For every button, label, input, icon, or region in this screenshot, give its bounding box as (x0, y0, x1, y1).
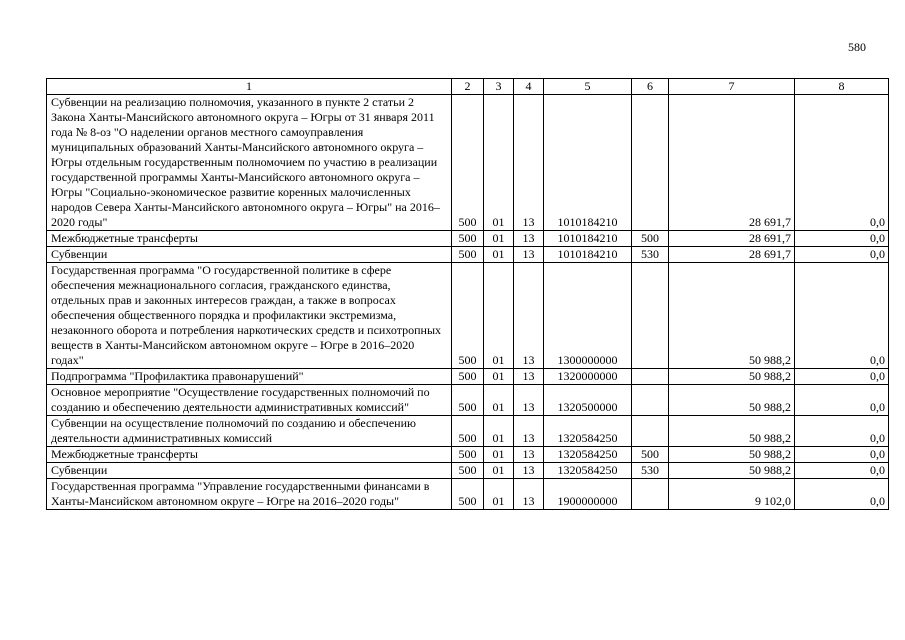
row-code-cell: 500 (452, 385, 484, 416)
table-row (47, 369, 889, 385)
row-code-cell: 1010184210 (544, 247, 632, 263)
row-code-cell (632, 369, 669, 385)
row-code-cell: 500 (452, 231, 484, 247)
row-code-cell: 01 (484, 247, 514, 263)
row-name-cell: Субвенции на осуществление полномочий по созданию и обеспечению деятельности административных комиссий (47, 416, 452, 447)
row-code-cell: 01 (484, 385, 514, 416)
row-code-cell: 01 (484, 463, 514, 479)
table-header-row (47, 79, 889, 95)
row-amount-cell: 50 988,2 (669, 416, 795, 447)
table-row (47, 247, 889, 263)
row-code-cell: 13 (514, 95, 544, 231)
budget-table (46, 78, 889, 510)
row-code-cell: 01 (484, 95, 514, 231)
row-amount-cell: 0,0 (795, 385, 889, 416)
row-code-cell: 500 (452, 447, 484, 463)
page-number: 580 (848, 40, 866, 54)
row-code-cell: 500 (452, 263, 484, 369)
row-name-cell: Межбюджетные трансферты (47, 447, 452, 463)
row-amount-cell: 0,0 (795, 231, 889, 247)
row-code-cell: 1320584250 (544, 463, 632, 479)
row-name-cell: Подпрограмма "Профилактика правонарушений" (47, 369, 452, 385)
header-cell: 2 (452, 79, 484, 95)
table-row (47, 263, 889, 369)
header-cell: 3 (484, 79, 514, 95)
row-code-cell: 13 (514, 416, 544, 447)
row-amount-cell: 0,0 (795, 447, 889, 463)
row-code-cell: 13 (514, 385, 544, 416)
table-row (47, 447, 889, 463)
row-amount-cell: 0,0 (795, 416, 889, 447)
row-code-cell: 500 (452, 247, 484, 263)
row-code-cell (632, 385, 669, 416)
header-cell: 5 (544, 79, 632, 95)
row-code-cell: 1010184210 (544, 231, 632, 247)
row-amount-cell: 50 988,2 (669, 369, 795, 385)
row-amount-cell: 0,0 (795, 95, 889, 231)
row-code-cell: 1320584250 (544, 447, 632, 463)
row-code-cell: 13 (514, 369, 544, 385)
table-row (47, 463, 889, 479)
table-row (47, 385, 889, 416)
header-cell: 8 (795, 79, 889, 95)
row-code-cell: 500 (632, 447, 669, 463)
row-code-cell: 500 (452, 416, 484, 447)
row-code-cell: 13 (514, 479, 544, 510)
row-amount-cell: 0,0 (795, 247, 889, 263)
row-name-cell: Государственная программа "Управление государственными финансами в Ханты-Мансийском автономном округе – Югре на 2016–2020 годы" (47, 479, 452, 510)
row-name-cell: Основное мероприятие "Осуществление государственных полномочий по созданию и обеспечению деятельности административных комиссий" (47, 385, 452, 416)
table-row (47, 95, 889, 231)
row-amount-cell: 28 691,7 (669, 95, 795, 231)
row-code-cell: 01 (484, 479, 514, 510)
header-cell: 4 (514, 79, 544, 95)
row-code-cell: 530 (632, 463, 669, 479)
row-code-cell: 530 (632, 247, 669, 263)
row-code-cell: 13 (514, 263, 544, 369)
row-code-cell: 13 (514, 463, 544, 479)
table-row (47, 416, 889, 447)
row-code-cell: 13 (514, 447, 544, 463)
row-code-cell: 13 (514, 231, 544, 247)
row-code-cell: 500 (452, 95, 484, 231)
header-cell: 7 (669, 79, 795, 95)
row-code-cell: 500 (452, 463, 484, 479)
row-name-cell: Субвенции на реализацию полномочия, указанного в пункте 2 статьи 2 Закона Ханты-Мансийского автономного округа – Югры от 31 января 2011 года № 8-оз "О наделении органов местного самоуправления муниципальных образований Ханты-Мансийского автономного округа – Югры отдельным государственным полномочием по участию в реализации государственной программы Ханты-Мансийского автономного округа – Югры "Социально-экономическое развитие коренных малочисленных народов Севера Ханты-Мансийского автономного округа – Югры" на 2016–2020 годы" (47, 95, 452, 231)
row-code-cell: 1320500000 (544, 385, 632, 416)
row-code-cell (632, 95, 669, 231)
row-code-cell: 1320000000 (544, 369, 632, 385)
row-code-cell (632, 479, 669, 510)
row-code-cell: 1900000000 (544, 479, 632, 510)
row-amount-cell: 50 988,2 (669, 263, 795, 369)
row-amount-cell: 28 691,7 (669, 247, 795, 263)
row-code-cell (632, 263, 669, 369)
row-code-cell: 01 (484, 447, 514, 463)
row-amount-cell: 0,0 (795, 479, 889, 510)
row-code-cell: 1320584250 (544, 416, 632, 447)
row-code-cell: 1300000000 (544, 263, 632, 369)
row-amount-cell: 0,0 (795, 463, 889, 479)
row-code-cell: 01 (484, 263, 514, 369)
row-code-cell: 500 (632, 231, 669, 247)
table-row (47, 479, 889, 510)
row-code-cell (632, 416, 669, 447)
row-code-cell: 500 (452, 479, 484, 510)
row-amount-cell: 28 691,7 (669, 231, 795, 247)
row-code-cell: 500 (452, 369, 484, 385)
row-amount-cell: 0,0 (795, 263, 889, 369)
row-code-cell: 1010184210 (544, 95, 632, 231)
row-amount-cell: 50 988,2 (669, 463, 795, 479)
table-row (47, 231, 889, 247)
row-amount-cell: 50 988,2 (669, 385, 795, 416)
row-amount-cell: 50 988,2 (669, 447, 795, 463)
row-code-cell: 01 (484, 369, 514, 385)
row-code-cell: 13 (514, 247, 544, 263)
row-name-cell: Государственная программа "О государственной политике в сфере обеспечения межнационального согласия, гражданского единства, отдельных прав и законных интересов граждан, а также в вопросах обеспечения общественного порядка и профилактики экстремизма, незаконного оборота и потребления наркотических средств и психотропных веществ в Ханты-Мансийском автономном округе – Югре в 2016–2020 годах" (47, 263, 452, 369)
row-code-cell: 01 (484, 231, 514, 247)
row-amount-cell: 9 102,0 (669, 479, 795, 510)
header-cell: 1 (47, 79, 452, 95)
row-name-cell: Межбюджетные трансферты (47, 231, 452, 247)
row-code-cell: 01 (484, 416, 514, 447)
header-cell: 6 (632, 79, 669, 95)
row-name-cell: Субвенции (47, 247, 452, 263)
row-amount-cell: 0,0 (795, 369, 889, 385)
row-name-cell: Субвенции (47, 463, 452, 479)
